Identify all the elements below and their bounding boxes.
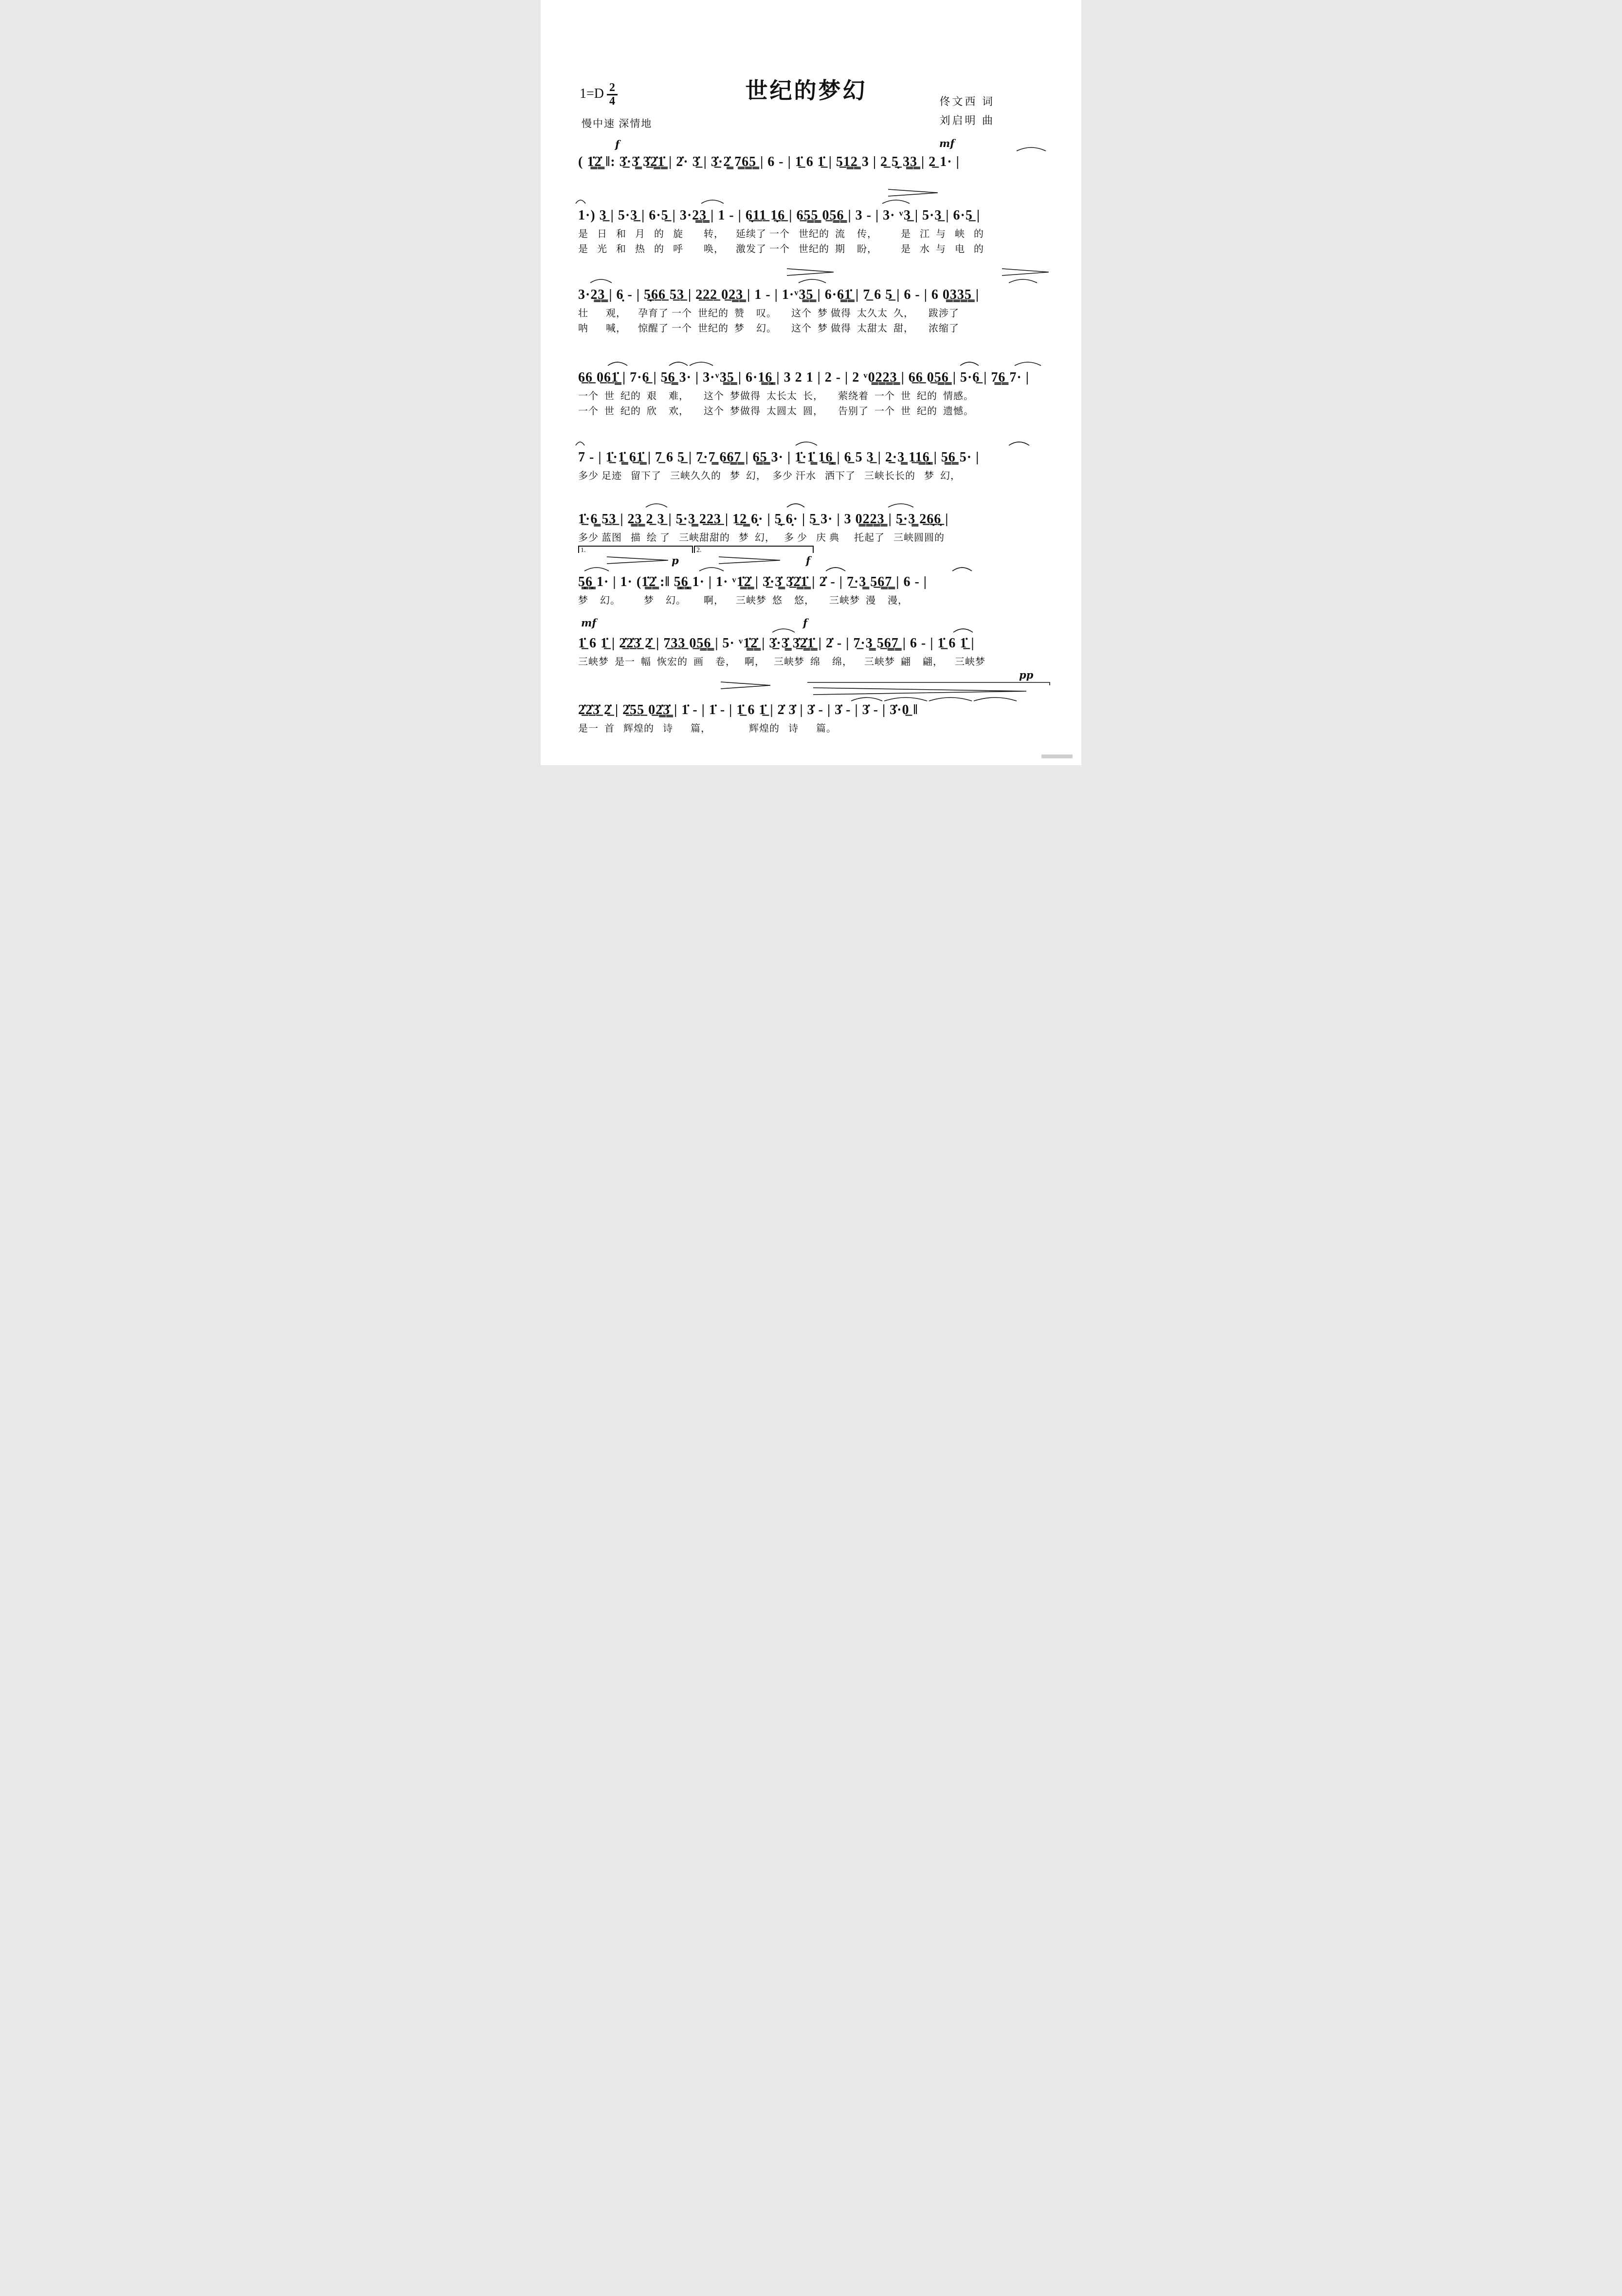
lyrics-block [578,721,1060,736]
decrescendo-hairpin [888,189,938,197]
lyrics-line: 壮 观， 孕育了 一个 世纪的 赞 叹。 这个 梦 做得 太久太 久， 跋涉了 [578,308,959,319]
dynamic-mark: p [672,554,679,567]
dynamic-mark: f [806,554,811,567]
key-signature: 1=D [580,86,604,102]
dynamic-mark: mf [939,137,955,149]
notation-line: 2̲̇2̲̇3̲̇ 2̲̇ | 2̲̇5̲5̲ 0̲2̳̇3̳̇ | 1̇ - | 1̇ - | 1̲̇ 6 1̲̇ | 2̇ 3̇ | 3̇ - | 3̇ - | 3̇ - | 3̇·0̲ ‖ [578,702,918,717]
volta-bracket: 1. [578,546,693,553]
slur-tie-arc [882,197,910,204]
slur-tie-arc [575,197,586,204]
tempo-expression: 慢中速 深情地 [582,118,653,129]
slur-tie-arc [689,359,713,367]
lyrics-line: 梦 幻。 梦 幻。 啊， 三峡梦 悠 悠， 三峡梦 漫 漫， [578,595,908,606]
sheet-music-page [541,0,1081,765]
lyrics-line: 呐 喊， 惊醒了 一个 世纪的 梦 幻。 这个 梦 做得 太甜太 甜， 浓缩了 [578,323,959,334]
slur-tie-arc [669,359,688,367]
system-row [578,547,1060,608]
slur-tie-arc [1008,439,1030,446]
lyrics-line: 多少 蓝图 描 绘 了 三峡甜甜的 梦 幻， 多 少 庆 典 托起了 三峡圆圆的 [578,533,945,543]
time-signature [607,82,618,108]
slur-tie-arc [786,500,805,508]
system-row [578,617,1060,670]
slur-tie-arc [884,694,928,702]
lyrics-block [578,655,1060,670]
system-row [578,284,1060,336]
score-header [541,0,1081,146]
time-signature-denominator: 4 [609,95,616,108]
slur-tie-arc [701,197,724,204]
notation-line: 5̣̳6̣̳ 1· | 1· (1̳̇2̳̇ :‖ 5̣̳6̣̳ 1· | 1· ᵛ1̳̇2̳̇ | 3̲̇·3̳̇ 3̲̇2̳̇1̳̇ | 2̇ - | 7̲·3̳ 5̲6̳7̳ | 6 - | [578,574,927,589]
slur-tie-arc [952,564,972,572]
notation-line: 7 - | 1̲̇·1̳̇ 6̲1̳̇ | 7̲ 6 5̲ | 7̲·7̳ 6̲6̳7̳ | 6̳5̳ 3· | 1̲̇·1̳̇ 1̲6̣̳ | 6̲ 5 3̲ | 2̲·3̳ 1̲1̳6̣̳ | 5̳6̳ 5· | [578,450,980,465]
slur-tie-arc [575,439,585,446]
lyrics-line: 一个 世 纪的 艰 难， 这个 梦做得 太长太 长， 萦绕着 一个 世 纪的 情感。 [578,391,974,402]
slur-tie-arc [973,694,1017,702]
dynamic-mark: f [615,138,620,150]
dynamic-mark: pp [1019,669,1034,681]
lyrics-block [578,469,1060,484]
slur-tie-arc [825,564,846,572]
decrescendo-hairpin [786,268,834,276]
watermark [1041,754,1073,758]
notation-line: 6̲6̲ 0̲6̲1̳̇ | 7·6̲ | 5̲6̳ 3· | 3·ᵛ3̳5̳ | 6·1̳6̣̳ | 3 2 1 | 2 - | 2 ᵛ0̳2̳2̳3̳ | 6̲6̲ 0̲5̳6̳ | 5·6̲ | 7̳6̳ 7· | [578,370,1029,385]
slur-tie-arc [795,439,818,446]
slur-tie-arc [888,500,914,508]
credits [939,93,995,131]
notation-line: 3·2̳3̳ | 6̣ - | 5̣̲6̲6̲ 5̲3̲ | 2̲2̲2̲ 0̲2̳3̳ | 1 - | 1·ᵛ3̳5̳ | 6·6̳1̳̇ | 7̲ 6 5̲ | 6 - | 6 0̳3̳3̳5̳ | [578,287,980,302]
notation-line: 1̲̇ 6 1̲̇ | 2̲̇2̲̇3̲̇ 2̲̇ | 7̲3̲3̲ 0̲5̳6̳ | 5· ᵛ1̳̇2̳̇ | 3̲̇·3̳̇ 3̲̇2̳̇1̳̇ | 2̇ - | 7̲·3̳ 5̲6̳7̳ | 6 - | 1̲̇ 6 1̲̇ | [578,636,975,651]
slur-tie-arc [1014,359,1041,367]
system-row [578,508,1060,546]
slur-tie-arc [1016,144,1046,152]
lyrics-block [578,531,1060,546]
slur-tie-arc [851,694,883,702]
lyrics-line: 是 日 和 月 的 旋 转， 延续了 一个 世纪的 流 传， 是 江 与 峡 的 [578,229,984,239]
slur-tie-arc [798,276,826,284]
composer-credit: 刘启明 曲 [939,114,995,127]
key-and-time-signature [580,82,618,108]
lyrics-line: 一个 世 纪的 欣 欢， 这个 梦做得 太圆太 圆， 告别了 一个 世 纪的 遗憾。 [578,406,974,417]
slur-tie-arc [584,564,609,572]
slur-tie-arc [772,625,795,633]
systems [541,137,1081,736]
decrescendo-hairpin [1002,268,1049,276]
system-row [578,669,1060,736]
notation-line: 1̲̇·6̳ 5̲3̲ | 2̳3̳ 2̲ 3̲ | 5̲·3̳ 2̲2̲3̲ | 1̲2̳ 6̣· | 5̣̲ 6̣· | 5̲ 3· | 3 0̳2̳2̳3̳ | 5̲·3̳ 2̲6̣̲6̣̲ | [578,512,949,527]
decrescendo-hairpin [718,556,781,564]
notation-line: 1·) 3̲ | 5·3̲ | 6·5̲ | 3·2̳3̳ | 1 - | 6̣̲1̲1̲ 1̣̲6̲ | 6̲5̳5̳ 0̲5̳6̳ | 3 - | 3· ᵛ3̲ | 5·3̲ | 6·5̲ | [578,208,980,223]
slur-tie-arc [607,359,628,367]
notation-line: ( 1̳̇2̳̇ ‖: 3̲̇·3̳̇ 3̲̇2̳̇1̳̇ | 2̇· 3̲̇ | 3̲̇·2̳̇ 7̳6̳5̳ | 6 - | 1̲̇ 6 1̲̇ | 5̲1̳2̳ 3 | 2̲ 5̣̲ 3̳3̳ | 2̲ 1· | [578,154,960,169]
slur-tie-arc [590,276,612,284]
system-row [578,204,1060,257]
slur-tie-arc [953,625,973,633]
lyrics-line: 三峡梦 是一 幅 恢宏的 画 卷， 啊， 三峡梦 绵 绵， 三峡梦 翩 翩， 三峡梦 [578,657,985,667]
lyrics-line: 是一 首 辉煌的 诗 篇， 辉煌的 诗 篇。 [578,723,837,734]
lyrics-block [578,389,1060,419]
lyrics-line: 是 光 和 热 的 呼 唤， 激发了 一个 世纪的 期 盼， 是 水 与 电 的 [578,244,984,255]
phrase-extension-line [807,678,1050,685]
song-title: 世纪的梦幻 [745,78,867,103]
slur-tie-arc [960,359,979,367]
lyrics-line: 多少 足迹 留下了 三峡久久的 梦 幻， 多少 汗水 洒下了 三峡长长的 梦 幻， [578,471,961,481]
system-row [578,446,1060,484]
slur-tie-arc [699,564,724,572]
slur-tie-arc [929,694,972,702]
dynamic-mark: f [803,617,808,629]
time-signature-numerator: 2 [607,82,618,95]
decrescendo-hairpin [606,556,669,564]
system-row [578,367,1060,419]
lyrics-block [578,593,1060,608]
system-row [578,137,1060,173]
volta-bracket: 2. [694,546,814,553]
lyrics-block [578,306,1060,336]
lyricist-credit: 佟文西 词 [939,95,995,108]
lyrics-block [578,227,1060,257]
decrescendo-hairpin [720,681,771,689]
slur-tie-arc [1008,276,1038,284]
dynamic-mark: mf [581,617,597,629]
slur-tie-arc [645,500,668,508]
